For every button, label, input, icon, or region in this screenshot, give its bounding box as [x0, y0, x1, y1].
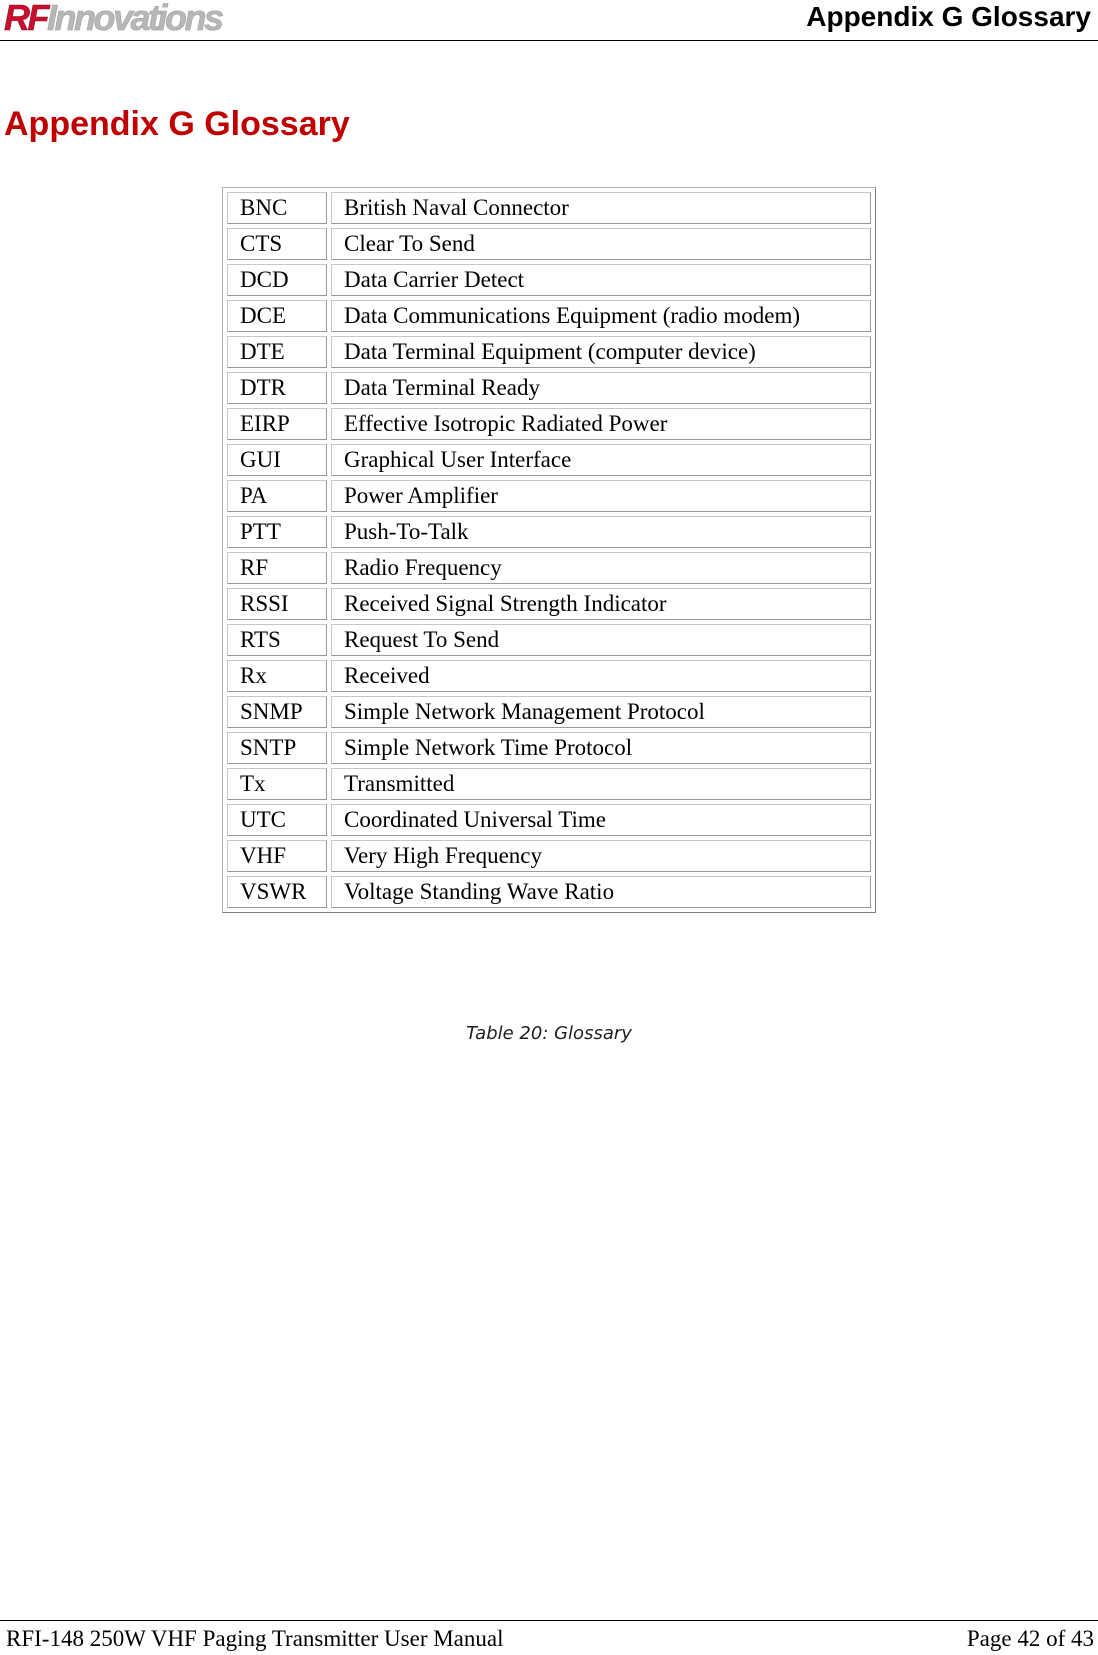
glossary-definition: Effective Isotropic Radiated Power [331, 408, 871, 440]
glossary-row [227, 804, 871, 836]
glossary-row [227, 768, 871, 800]
glossary-definition: Data Communications Equipment (radio modem) [331, 300, 871, 332]
glossary-row [227, 480, 871, 512]
glossary-term: RF [227, 552, 327, 584]
page-header [0, 0, 1098, 41]
glossary-term: RSSI [227, 588, 327, 620]
glossary-term: DCE [227, 300, 327, 332]
glossary-definition: Simple Network Management Protocol [331, 696, 871, 728]
page-title: Appendix G Glossary [4, 105, 350, 143]
glossary-row [227, 840, 871, 872]
glossary-term: Rx [227, 660, 327, 692]
glossary-row [227, 444, 871, 476]
glossary-term: UTC [227, 804, 327, 836]
logo-rf: RF [4, 0, 47, 38]
glossary-row [227, 228, 871, 260]
glossary-row [227, 660, 871, 692]
glossary-term: SNMP [227, 696, 327, 728]
glossary-term: CTS [227, 228, 327, 260]
glossary-term: BNC [227, 192, 327, 224]
glossary-definition: Data Terminal Equipment (computer device) [331, 336, 871, 368]
footer-page-number: Page 42 of 43 [966, 1626, 1094, 1651]
glossary-definition: Graphical User Interface [331, 444, 871, 476]
glossary-definition: Coordinated Universal Time [331, 804, 871, 836]
glossary-term: GUI [227, 444, 327, 476]
glossary-definition: Transmitted [331, 768, 871, 800]
footer-manual-title: RFI-148 250W VHF Paging Transmitter User Manual [6, 1626, 504, 1651]
glossary-definition: Very High Frequency [331, 840, 871, 872]
glossary-definition: Data Terminal Ready [331, 372, 871, 404]
company-logo [4, 0, 222, 38]
glossary-row [227, 264, 871, 296]
glossary-term: VSWR [227, 876, 327, 908]
glossary-row [227, 300, 871, 332]
glossary-definition: Push-To-Talk [331, 516, 871, 548]
glossary-definition: Received Signal Strength Indicator [331, 588, 871, 620]
glossary-row [227, 696, 871, 728]
glossary-definition: Data Carrier Detect [331, 264, 871, 296]
glossary-row [227, 624, 871, 656]
glossary-definition: Voltage Standing Wave Ratio [331, 876, 871, 908]
glossary-term: RTS [227, 624, 327, 656]
glossary-row [227, 336, 871, 368]
glossary-definition: Request To Send [331, 624, 871, 656]
glossary-definition: Received [331, 660, 871, 692]
glossary-definition: Simple Network Time Protocol [331, 732, 871, 764]
glossary-table [222, 187, 876, 913]
running-title: Appendix G Glossary [806, 1, 1091, 32]
glossary-term: EIRP [227, 408, 327, 440]
glossary-row [227, 516, 871, 548]
glossary-term: DCD [227, 264, 327, 296]
glossary-term: DTE [227, 336, 327, 368]
glossary-term: SNTP [227, 732, 327, 764]
page-footer [0, 1620, 1098, 1655]
glossary-row [227, 588, 871, 620]
glossary-definition: Clear To Send [331, 228, 871, 260]
glossary-term: DTR [227, 372, 327, 404]
glossary-row [227, 408, 871, 440]
glossary-row [227, 552, 871, 584]
glossary-definition: Power Amplifier [331, 480, 871, 512]
glossary-term: VHF [227, 840, 327, 872]
glossary-row [227, 876, 871, 908]
table-caption: Table 20: Glossary [466, 1023, 632, 1044]
glossary-row [227, 192, 871, 224]
glossary-row [227, 732, 871, 764]
glossary-definition: Radio Frequency [331, 552, 871, 584]
logo-innovations: Innovations [47, 0, 222, 38]
glossary-definition: British Naval Connector [331, 192, 871, 224]
glossary-term: Tx [227, 768, 327, 800]
glossary-table-body [227, 192, 871, 908]
glossary-term: PA [227, 480, 327, 512]
glossary-term: PTT [227, 516, 327, 548]
glossary-row [227, 372, 871, 404]
